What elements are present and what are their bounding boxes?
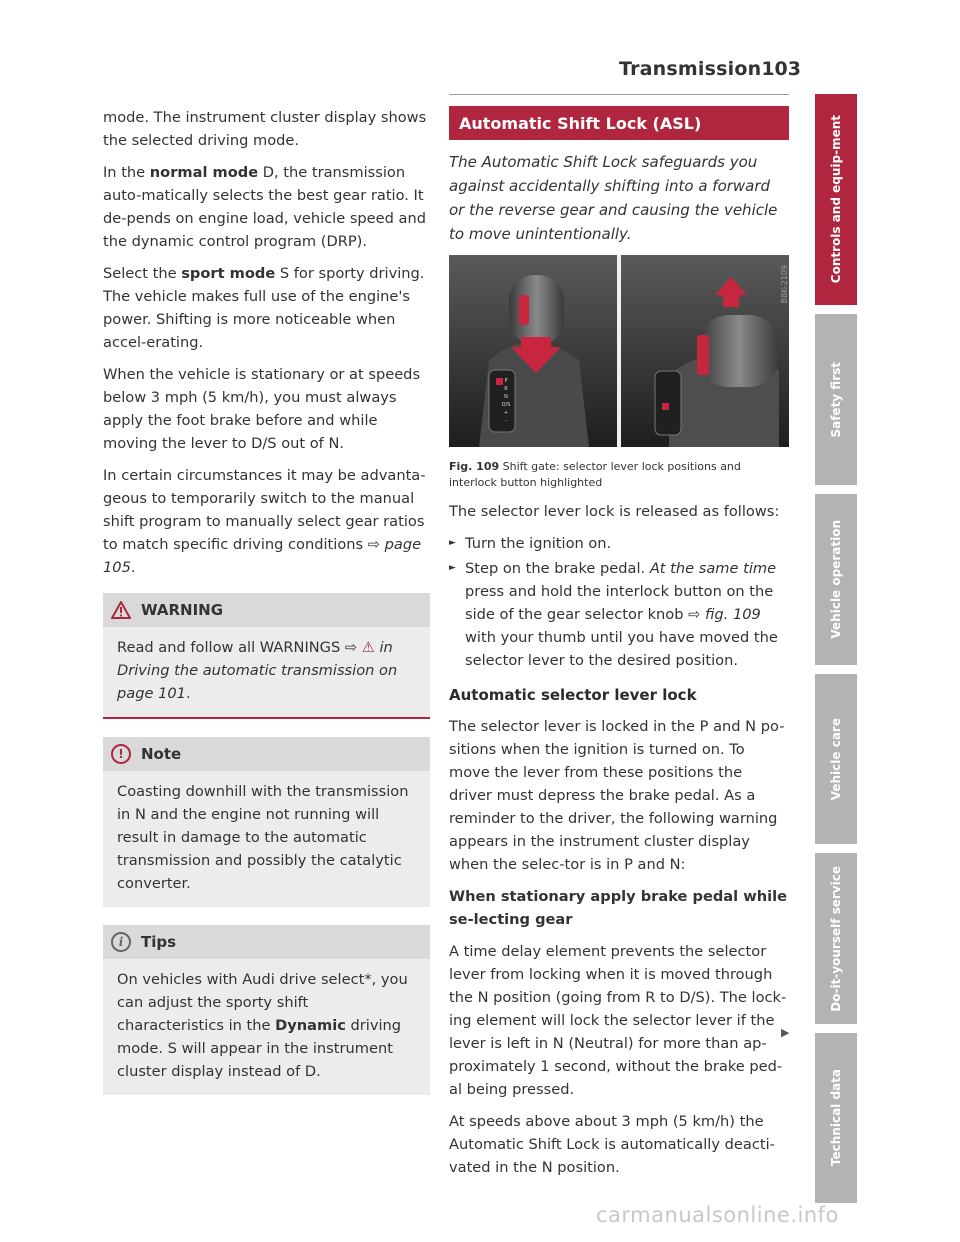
tab-safety-first[interactable]: Safety first [815, 314, 857, 485]
info-icon: i [111, 932, 131, 952]
paragraph: When the vehicle is stationary or at speeds below 3 mph (5 km/h), you must always apply the foot brake before and while moving the lever to D/S out of N. [103, 366, 421, 452]
warning-message: When stationary apply brake pedal while se-lecting gear [449, 888, 788, 928]
paragraph: In the normal mode D, the transmission auto-matically selects the best gear ratio. It de-pends on engine load, vehicle speed and the dynamic control program (DRP). [103, 164, 427, 250]
subheading: Automatic selector lever lock [449, 686, 697, 704]
warning-triangle-icon [111, 601, 131, 619]
figure-reference-link[interactable]: ⇨ fig. 109 [688, 606, 761, 623]
continue-arrow-icon: ▶ [781, 1026, 790, 1039]
asl-section-heading: Automatic Shift Lock (ASL) [449, 106, 789, 140]
tab-controls-and-equipment[interactable]: Controls and equip-ment [815, 94, 857, 305]
note-exclamation-icon: ! [111, 744, 131, 764]
header-divider [449, 94, 789, 95]
paragraph: mode. The instrument cluster display shows the selected driving mode. [103, 109, 427, 149]
tips-body: On vehicles with Audi drive select*, you can adjust the sporty shift characteristics in the Dynamic driving mode. S will appear in the instrument cluster display instead of D. [103, 959, 430, 1095]
warning-inline-icon: ⚠ [361, 639, 375, 656]
right-column [449, 106, 789, 1188]
warning-reference-link[interactable]: in Driving the automatic transmission on page 101 [117, 639, 398, 702]
watermark: carmanualsonline.info [596, 1203, 839, 1227]
note-box [103, 737, 430, 907]
paragraph: Select the sport mode S for sporty driving. The vehicle makes full use of the engine's power. Shifting is more noticeable when accel-erating. [103, 265, 425, 351]
warning-box [103, 593, 430, 719]
list-item: ► Step on the brake pedal. At the same time press and hold the interlock button on the side of the gear selector knob ⇨ fig. 109 with your thumb until you have moved the selector lever to the desired position. [449, 557, 789, 672]
section-title: Transmission [619, 58, 762, 80]
dynamic-mode-term: Dynamic [275, 1017, 346, 1034]
tab-vehicle-care[interactable]: Vehicle care [815, 674, 857, 844]
left-column [103, 106, 430, 1095]
page-reference-link[interactable]: ⇨ page 105 [103, 536, 422, 576]
tab-vehicle-operation[interactable]: Vehicle operation [815, 494, 857, 665]
tips-box [103, 925, 430, 1095]
note-header [103, 737, 430, 771]
gate-labels-left: P R N D/S + - [501, 378, 511, 424]
paragraph: The selector lever is locked in the P and N po-sitions when the ignition is turned on. To move the lever from these positions the driver must depress the brake pedal. As a reminder to the driver, the following warning appears in the instrument cluster display when the selec-tor is in P and N: [449, 718, 785, 873]
asl-intro: The Automatic Shift Lock safeguards you against accidentally shifting into a forward or the reverse gear and causing the vehicle to move unintentionally. [449, 153, 778, 243]
sport-mode-term: sport mode [181, 265, 276, 282]
tips-title: Tips [141, 932, 177, 951]
page-number: 103 [761, 58, 801, 80]
warning-title: WARNING [141, 600, 224, 619]
page-header [619, 58, 801, 88]
warning-body: Read and follow all WARNINGS ⇨ ⚠ in Driving the automatic transmission on page 101. [103, 627, 430, 719]
tips-header [103, 925, 430, 959]
paragraph: The selector lever lock is released as follows: [449, 503, 780, 520]
paragraph: A time delay element prevents the selector lever from locking when it is moved through the N position (going from R to D/S). The lock-ing element will lock the selector lever if the lever is left in N (Neutral) for more than ap-proximately 1 second, without the brake ped-al being pressed. [449, 943, 787, 1098]
list-item: ► Turn the ignition on. [449, 532, 789, 555]
note-body: Coasting downhill with the transmission in N and the engine not running will result in damage to the automatic transmission and possibly the catalytic converter. [103, 771, 430, 907]
tab-technical-data[interactable]: Technical data [815, 1033, 857, 1203]
figure-code: B8K-2109 [780, 265, 789, 304]
note-title: Note [141, 744, 182, 763]
paragraph: In certain circumstances it may be advanta-geous to temporarily switch to the manual shift program to manually select gear ratios to match specific driving conditions ⇨ page 105. [103, 467, 426, 576]
chapter-tabs [815, 94, 857, 1212]
warning-header [103, 593, 430, 627]
figure-caption: Fig. 109 Shift gate: selector lever lock positions and interlock button highlighted [449, 460, 741, 489]
tab-do-it-yourself-service[interactable]: Do-it-yourself service [815, 853, 857, 1024]
shift-gate-figure [449, 255, 789, 447]
normal-mode-term: normal mode [149, 164, 259, 181]
paragraph: At speeds above about 3 mph (5 km/h) the Automatic Shift Lock is automatically deacti-vated in the N position. [449, 1113, 775, 1176]
